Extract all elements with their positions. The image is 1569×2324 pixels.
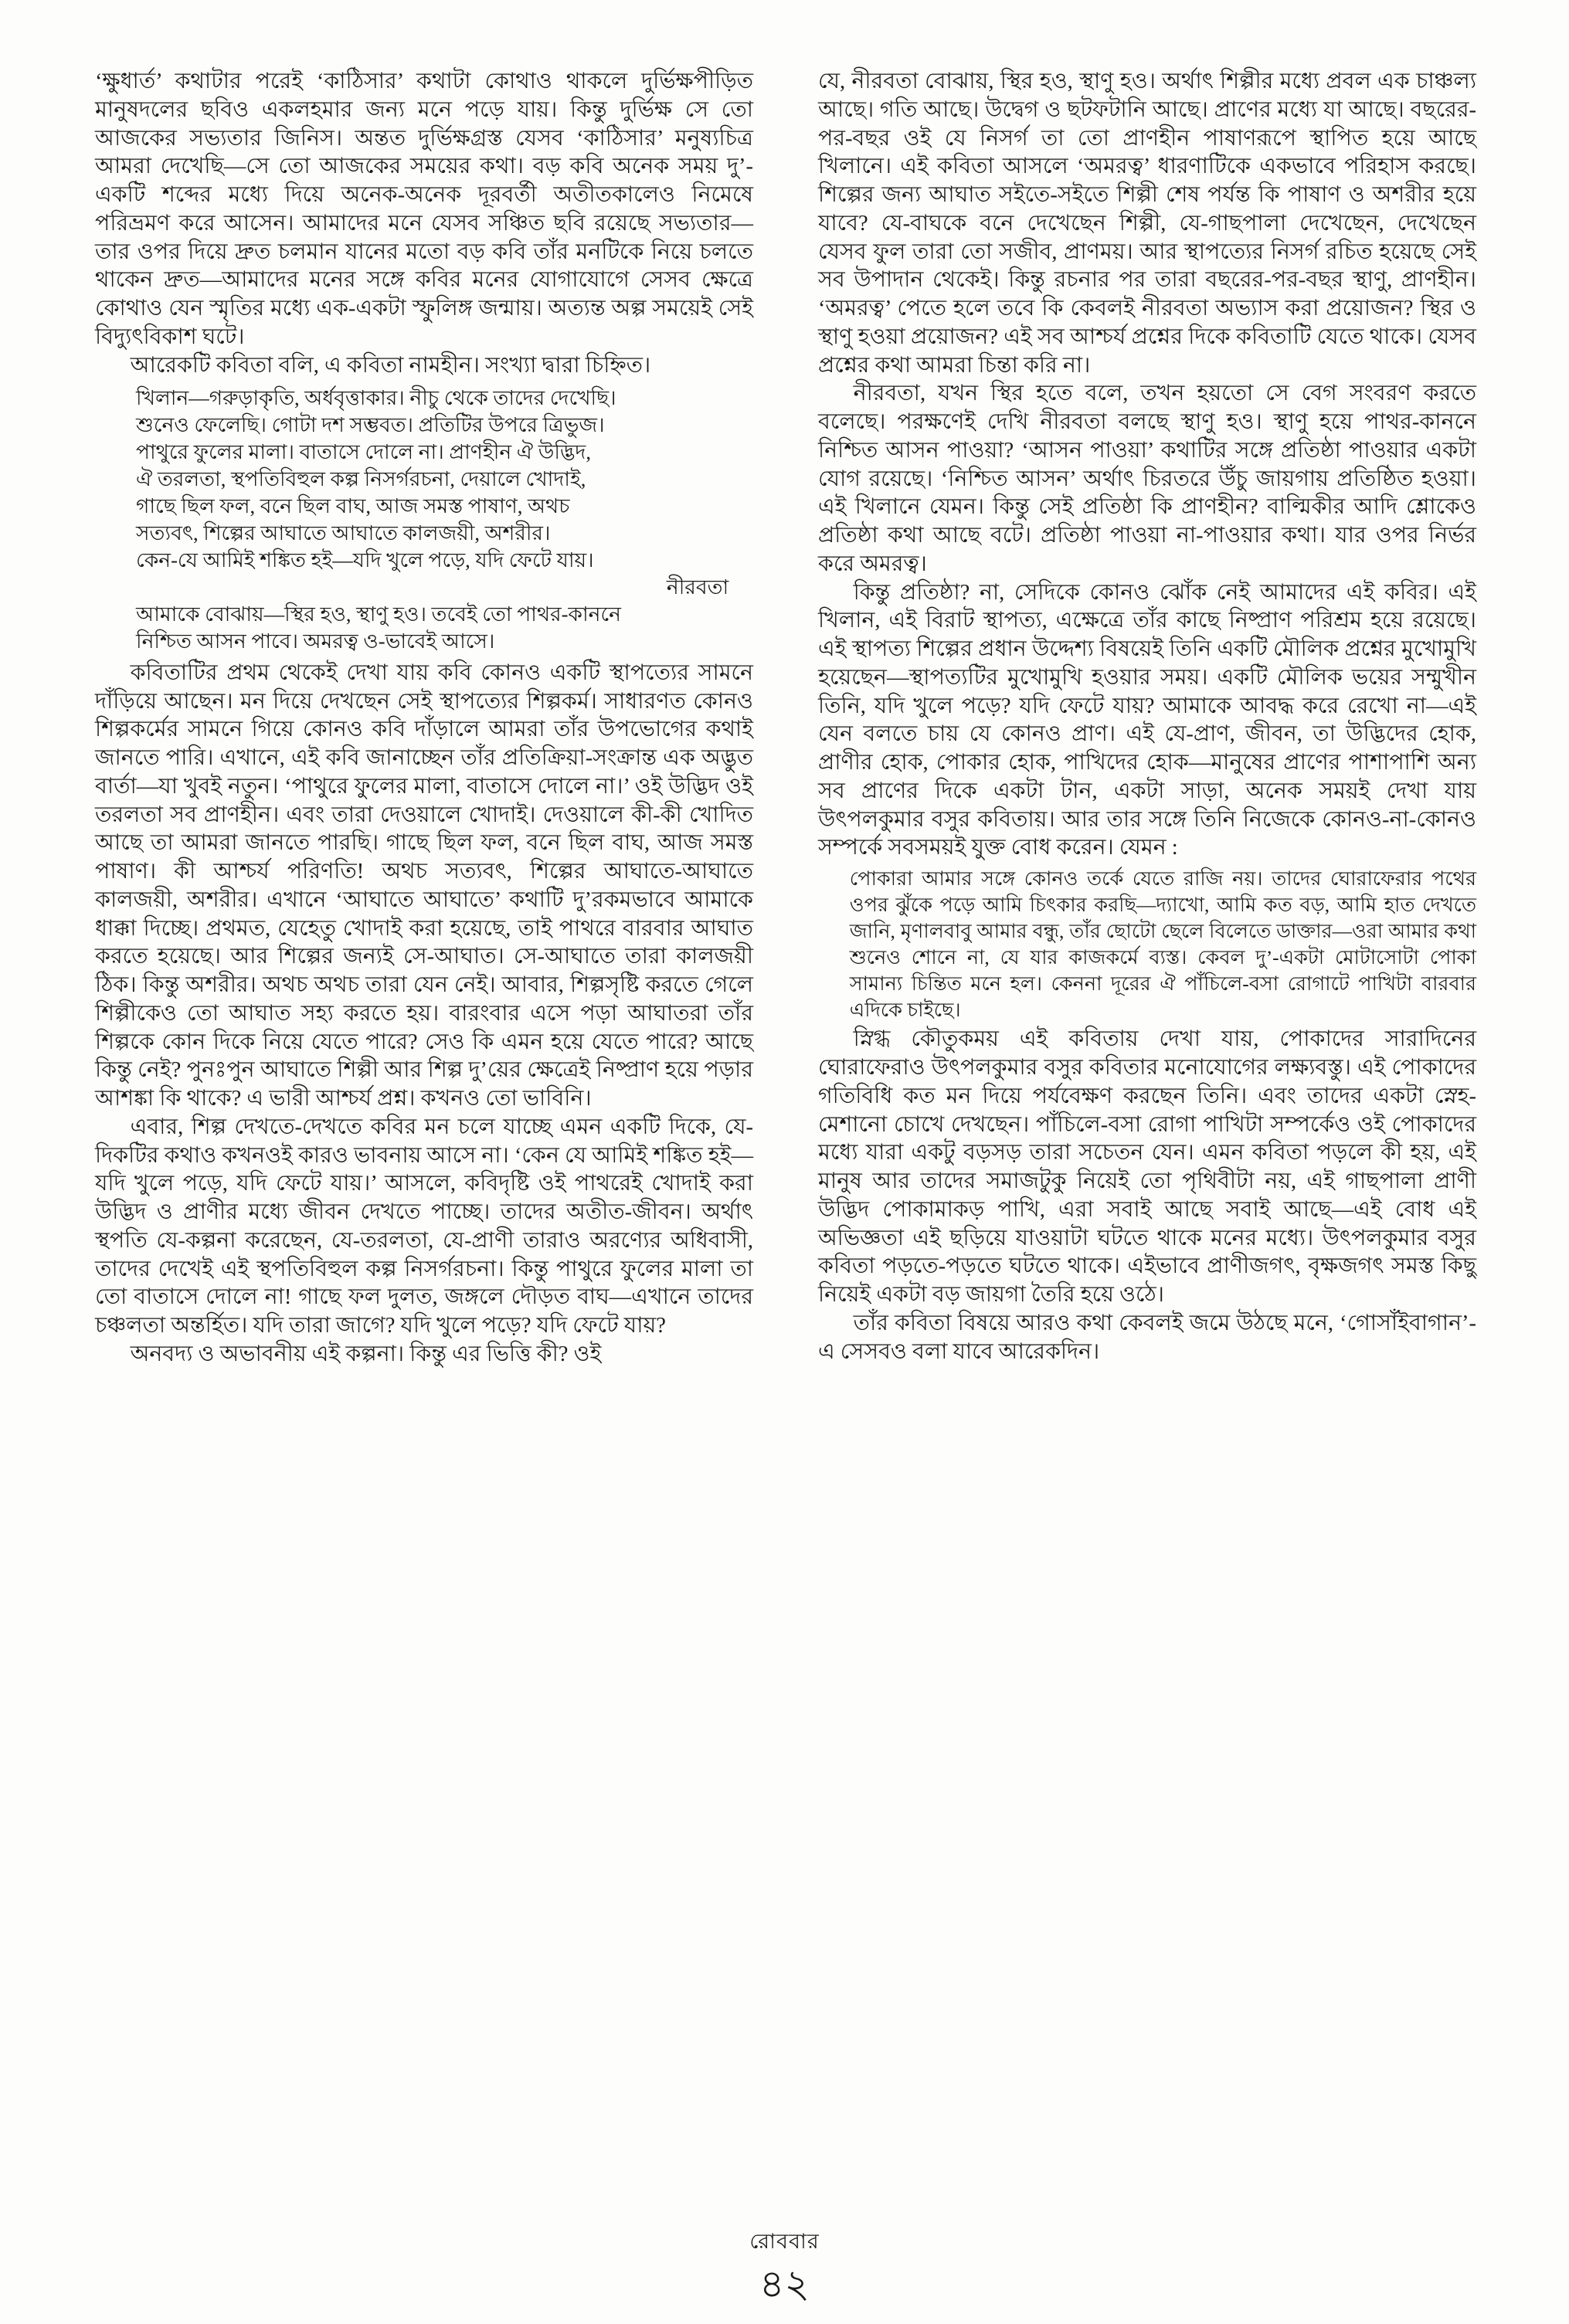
page-number: ৪২ xyxy=(759,2261,810,2305)
paragraph: কিন্তু প্রতিষ্ঠা? না, সেদিকে কোনও ঝোঁক নেই আমাদের এই কবির। এই খিলান, এই বিরাট স্থাপত্য, এক্ষেত্রে তাঁর কাছে নিষ্প্রাণ পরিশ্রম হয়ে রয়েছে। এই স্থাপত্য শিল্পের প্রধান উদ্দেশ্য বিষয়েই তিনি একটি মৌলিক প্রশ্নের মুখোমুখি হয়েছেন—স্থাপত্যটির মুখোমুখি হওয়ার সময়। একটি মৌলিক ভয়ের সম্মুখীন তিনি, যদি খুলে পড়ে? যদি ফেটে যায়? আমাকে আবদ্ধ করে রেখো না—এই যেন বলতে চায় যে কোনও প্রাণ। এই যে-প্রাণ, জীবন, তা উদ্ভিদের হোক, প্রাণীর হোক, পোকার হোক, পাখিদের হোক—মানুষের প্রাণের পাশাপাশি অন্য সব প্রাণের দিকে একটা টান, একটা সাড়া, অনেক সময়ই দেখা যায় উৎপলকুমার বসুর কবিতায়। আর তার সঙ্গে তিনি নিজেকে কোনও-না-কোনও সম্পর্কে সবসময়ই যুক্ত বোধ করেন। যেমন : xyxy=(818,580,1476,860)
paragraph: তাঁর কবিতা বিষয়ে আরও কথা কেবলই জমে উঠছে মনে, ‘গোসাঁইবাগান’-এ সেসবও বলা যাবে আরেকদিন। xyxy=(818,1311,1476,1364)
verse-line: খিলান—গরুড়াকৃতি, অর্ধবৃত্তাকার। নীচু থেকে তাদের দেখেছি। xyxy=(136,386,616,410)
text-columns xyxy=(95,68,1477,1369)
verse-line: ঐ তরলতা, স্থপতিবিহুল কল্প নিসর্গরচনা, দেয়ালে খোদাই, xyxy=(136,467,586,491)
page-footer xyxy=(0,2226,1569,2305)
paragraph: আরেকটি কবিতা বলি, এ কবিতা নামহীন। সংখ্যা দ্বারা চিহ্নিত। xyxy=(130,353,651,378)
paragraph: এবার, শিল্প দেখতে-দেখতে কবির মন চলে যাচ্ছে এমন একটি দিকে, যে-দিকটির কথাও কখনওই কারও ভাবনায় আসে না। ‘কেন যে আমিই শঙ্কিত হই—যদি খুলে পড়ে, যদি ফেটে যায়।’ আসলে, কবিদৃষ্টি ওই পাথরেই খোদাই করা উদ্ভিদ ও প্রাণীর মধ্যে জীবন দেখতে পাচ্ছে। তাদের অতীত-জীবন। অর্থাৎ স্থপতি যে-কল্পনা করেছেন, যে-তরলতা, যে-প্রাণী তারাও অরণ্যের অধিবাসী, তাদের দেখেই এই স্থপতিবিহুল কল্প নিসর্গরচনা। কিন্তু পাথুরে ফুলের মালা তা তো বাতাসে দোলে না! গাছে ফল দুলত, জঙ্গলে দৌড়ত বাঘ—এখানে তাদের চঞ্চলতা অন্তর্হিত। যদি তারা জাগে? যদি খুলে পড়ে? যদি ফেটে যায়? xyxy=(95,1115,753,1338)
paragraph: যে, নীরবতা বোঝায়, স্থির হও, স্থাণু হও। অর্থাৎ শিল্পীর মধ্যে প্রবল এক চাঞ্চল্য আছে। গতি আছে। উদ্বেগ ও ছটফটানি আছে। প্রাণের মধ্যে যা আছে। বছরের-পর-বছর ওই যে নিসর্গ তা তো প্রাণহীন পাষাণরূপে স্থাপিত হয়ে আছে খিলানে। এই কবিতা আসলে ‘অমরত্ব’ ধারণাটিকে একভাবে পরিহাস করছে। শিল্পের জন্য আঘাত সইতে-সইতে শিল্পী শেষ পর্যন্ত কি পাষাণ ও অশরীর হয়ে যাবে? যে-বাঘকে বনে দেখেছেন শিল্পী, যে-গাছপালা দেখেছেন, দেখেছেন যেসব ফুল তারা তো সজীব, প্রাণময়। আর স্থাপত্যের নিসর্গ রচিত হয়েছে সেই সব উপাদান থেকেই। কিন্তু রচনার পর তারা বছরের-পর-বছর স্থাণু, প্রাণহীন। ‘অমরত্ব’ পেতে হলে তবে কি কেবলই নীরবতা অভ্যাস করা প্রয়োজন? স্থির ও স্থাণু হওয়া প্রয়োজন? এই সব আশ্চর্য প্রশ্নের দিকে কবিতাটি যেতে থাকে। যেসব প্রশ্নের কথা আমরা চিন্তা করি না। xyxy=(818,70,1476,378)
verse-line: নীরবতা xyxy=(666,575,729,599)
verse-line: শুনেও ফেলেছি। গোটা দশ সম্ভবত। প্রতিটির উপরে ত্রিভুজ। xyxy=(136,413,605,437)
verse-line: পাথুরে ফুলের মালা। বাতাসে দোলে না। প্রাণহীন ঐ উদ্ভিদ, xyxy=(136,440,591,464)
verse-line: গাছে ছিল ফল, বনে ছিল বাঘ, আজ সমস্ত পাষাণ, অথচ xyxy=(136,494,570,518)
left-column xyxy=(95,68,753,1369)
right-column xyxy=(818,68,1476,1369)
verse-line: কেন-যে আমিই শঙ্কিত হই—যদি খুলে পড়ে, যদি ফেটে যায়। xyxy=(136,548,594,572)
verse-line: আমাকে বোঝায়—স্থির হও, স্থাণু হও। তবেই তো পাথর-কাননে xyxy=(136,602,621,626)
magazine-name: রোববার xyxy=(749,2229,820,2253)
paragraph: ‘ক্ষুধার্ত’ কথাটার পরেই ‘কাঠিসার’ কথাটা কোথাও থাকলে দুর্ভিক্ষপীড়িত মানুষদলের ছবিও একলহমার জন্য মনে পড়ে যায়। কিন্তু দুর্ভিক্ষ সে তো আজকের সভ্যতার জিনিস। অন্তত দুর্ভিক্ষগ্রস্ত যেসব ‘কাঠিসার’ মনুষ্যচিত্র আমরা দেখেছি—সে তো আজকের সময়ের কথা। বড় কবি অনেক সময় দু’-একটি শব্দের মধ্যে দিয়ে অনেক-অনেক দূরবর্তী অতীতকালেও নিমেষে পরিভ্রমণ করে আসেন। আমাদের মনে যেসব সঞ্চিত ছবি রয়েছে সভ্যতার—তার ওপর দিয়ে দ্রুত চলমান যানের মতো বড় কবি তাঁর মনটিকে নিয়ে চলতে থাকেন দ্রুত—আমাদের মনের সঙ্গে কবির মনের যোগাযোগে সেসব ক্ষেত্রে কোথাও যেন স্মৃতির মধ্যে এক-একটা স্ফুলিঙ্গ জন্মায়। অত্যন্ত অল্প সময়েই সেই বিদ্যুৎবিকাশ ঘটে। xyxy=(95,70,753,349)
quote-block: পোকারা আমার সঙ্গে কোনও তর্কে যেতে রাজি নয়। তাদের ঘোরাফেরার পথের ওপর ঝুঁকে পড়ে আমি চিৎকার করছি—দ্যাখো, আমি কত বড়, আমি হাত দেখতে জানি, মৃণালবাবু আমার বন্ধু, তাঁর ছোটো ছেলে বিলেতে ডাক্তার—ওরা আমার কথা শুনেও শোনে না, যে যার কাজকর্মে ব্যস্ত। কেবল দু’-একটা মোটাসোটা পোকা সামান্য চিন্তিত মনে হল। কেননা দূরের ঐ পাঁচিলে-বসা রোগাটে পাখিটা বারবার এদিকে চাইছে। xyxy=(849,867,1476,1021)
paragraph: নীরবতা, যখন স্থির হতে বলে, তখন হয়তো সে বেগ সংবরণ করতে বলেছে। পরক্ষণেই দেখি নীরবতা বলছে স্থাণু হও। স্থাণু হয়ে পাথর-কাননে নিশ্চিত আসন পাওয়া? ‘আসন পাওয়া’ কথাটির সঙ্গে প্রতিষ্ঠা পাওয়ার একটা যোগ রয়েছে। ‘নিশ্চিত আসন’ অর্থাৎ চিরতরে উঁচু জায়গায় প্রতিষ্ঠিত হওয়া। এই খিলানে যেমন। কিন্তু সেই প্রতিষ্ঠা কি প্রাণহীন? বাল্মিকীর আদি শ্লোকেও প্রতিষ্ঠা কথা আছে বটে। প্রতিষ্ঠা পাওয়া না-পাওয়ার কথা। যার ওপর নির্ভর করে অমরত্ব। xyxy=(818,382,1476,576)
paragraph: অনবদ্য ও অভাবনীয় এই কল্পনা। কিন্তু এর ভিত্তি কী? ওই xyxy=(130,1342,602,1366)
verse-line: সত্যবৎ, শিল্পের আঘাতে আঘাতে কালজয়ী, অশরীর। xyxy=(136,521,551,545)
paragraph: কবিতাটির প্রথম থেকেই দেখা যায় কবি কোনও একটি স্থাপত্যের সামনে দাঁড়িয়ে আছেন। মন দিয়ে দেখছেন সেই স্থাপত্যের শিল্পকর্ম। সাধারণত কোনও শিল্পকর্মের সামনে গিয়ে কোনও কবি দাঁড়ালে আমরা তাঁর উপভোগের কথাই জানতে পারি। এখানে, এই কবি জানাচ্ছেন তাঁর প্রতিক্রিয়া-সংক্রান্ত এক অদ্ভুত বার্তা—যা খুবই নতুন। ‘পাথুরে ফুলের মালা, বাতাসে দোলে না।’ ওই উদ্ভিদ ওই তরলতা সব প্রাণহীন। এবং তারা দেওয়ালে খোদাই। দেওয়ালে কী-কী খোদিত আছে তা আমরা জানতে পারছি। গাছে ছিল ফল, বনে ছিল বাঘ, আজ সমস্ত পাষাণ। কী আশ্চর্য পরিণতি! অথচ সত্যবৎ, শিল্পের আঘাতে-আঘাতে কালজয়ী, অশরীর। এখানে ‘আঘাতে আঘাতে’ কথাটি দু’রকমভাবে আমাকে ধাক্কা দিচ্ছে। প্রথমত, যেহেতু খোদাই করা হয়েছে, তাই পাথরে বারবার আঘাত করতে হয়েছে। আর শিল্পের জন্যই সে-আঘাত। সে-আঘাতে তারা কালজয়ী ঠিক। কিন্তু অশরীর। অথচ অথচ তারা যেন নেই। আবার, শিল্পসৃষ্টি করতে গেলে শিল্পীকেও তো আঘাত সহ্য করতে হয়। বারংবার এসে পড়া আঘাতরা তাঁর শিল্পকে কোন দিকে নিয়ে যেতে পারে? সেও কি এমন হয়ে যেতে পারে? আছে কিন্তু নেই? পুনঃপুন আঘাতে শিল্পী আর শিল্প দু’য়ের ক্ষেত্রেই নিষ্প্রাণ হয়ে পড়ার আশঙ্কা কি থাকে? এ ভারী আশ্চর্য প্রশ্ন। কখনও তো ভাবিনি। xyxy=(95,660,753,1111)
verse-line: নিশ্চিত আসন পাবে। অমরত্ব ও-ভাবেই আসে। xyxy=(136,629,495,653)
paragraph: স্নিগ্ধ কৌতুকময় এই কবিতায় দেখা যায়, পোকাদের সারাদিনের ঘোরাফেরাও উৎপলকুমার বসুর কবিতার মনোযোগের লক্ষ্যবস্তু। এই পোকাদের গতিবিধি কত মন দিয়ে পর্যবেক্ষণ করছেন তিনি। এবং তাদের একটা স্নেহ-মেশানো চোখে দেখছেন। পাঁচিলে-বসা রোগা পাখিটা সম্পর্কেও ওই পোকাদের মধ্যে যারা একটু বড়সড় তারা সচেতন যেন। এমন কবিতা পড়লে কী হয়, এই মানুষ আর তাদের সমাজটুকু নিয়েই তো পৃথিবীটা নয়, এই গাছপালা প্রাণী উদ্ভিদ পোকামাকড় পাখি, এরা সবাই আছে সবাই আছে—এই বোধ এই অভিজ্ঞতা এই ছড়িয়ে যাওয়াটা ঘটতে থাকে মনের মধ্যে। উৎপলকুমার বসুর কবিতা পড়তে-পড়তে ঘটতে থাকে। এইভাবে প্রাণীজগৎ, বৃক্ষজগৎ সমস্ত কিছু নিয়েই একটা বড় জায়গা তৈরি হয়ে ওঠে। xyxy=(818,1027,1476,1308)
verse-block xyxy=(136,385,753,655)
